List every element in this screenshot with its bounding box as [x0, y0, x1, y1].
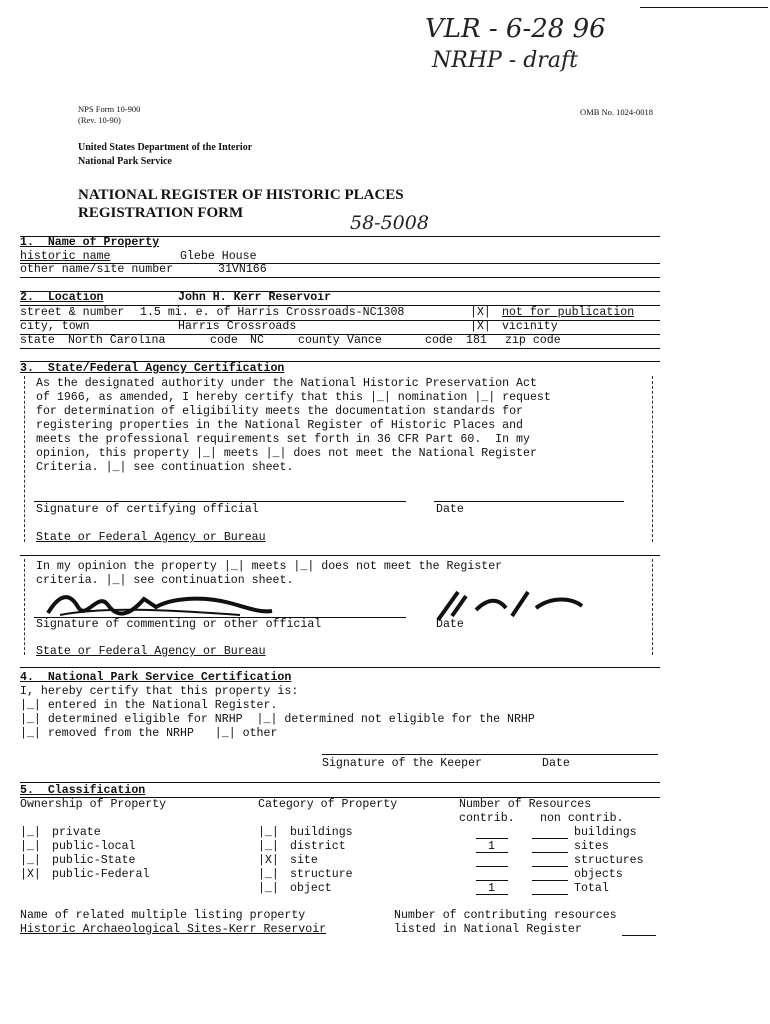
section5-top-rule	[20, 782, 660, 783]
count-contrib-line-2	[476, 852, 508, 853]
handwritten-form-number: 58-5008	[350, 212, 429, 234]
vicinity-checkbox[interactable]: |X|	[470, 320, 491, 333]
certifying-bureau-label: State or Federal Agency or Bureau	[36, 531, 266, 544]
keeper-signature-line	[322, 754, 658, 755]
ownership-public-federal-checkbox[interactable]: |X|	[20, 868, 41, 881]
historic-name-label: historic name	[20, 250, 111, 263]
certification-line-5: meets the professional requirements set forth in 36 CFR Part 60. In my	[36, 433, 530, 446]
certification-line-4: registering properties in the National Register of Historic Places and	[36, 419, 524, 432]
ownership-private-label: private	[52, 826, 101, 839]
count-contrib-total: 1	[488, 882, 495, 895]
county-label: county	[298, 334, 340, 347]
page-title: NATIONAL REGISTER OF HISTORIC PLACES	[78, 187, 404, 203]
category-header: Category of Property	[258, 798, 398, 811]
section5-heading: 5. Classification	[20, 784, 146, 797]
other-name-value: 31VN166	[218, 263, 267, 276]
state-code-value: NC	[250, 334, 264, 347]
count-label-sites: sites	[574, 840, 609, 853]
category-site-checkbox[interactable]: |X|	[258, 854, 279, 867]
section3-bottom-rule	[20, 667, 660, 668]
section4-heading: 4. National Park Service Certification	[20, 671, 292, 684]
certification-line-1: As the designated authority under the National Historic Preservation Act	[36, 377, 537, 390]
count-contrib-sites: 1	[488, 840, 495, 853]
zip-code-label: zip code	[505, 334, 561, 347]
certification-line-7: Criteria. |_| see continuation sheet.	[36, 461, 294, 474]
count-noncontrib-line-3	[532, 866, 568, 867]
certifying-date-label: Date	[436, 503, 464, 516]
form-revision: (Rev. 10-90)	[78, 115, 121, 125]
historic-name-value: Glebe House	[180, 250, 257, 263]
certifying-date-line	[434, 501, 624, 502]
count-contrib-line-3	[476, 866, 508, 867]
not-for-publication-label: not for publication	[502, 306, 635, 319]
nps-certification-line-4: |_| removed from the NRHP |_| other	[20, 727, 278, 740]
commenting-signature-label: Signature of commenting or other official	[36, 618, 322, 631]
state-label: state	[20, 334, 55, 347]
nps-certification-line-3: |_| determined eligible for NRHP |_| determined not eligible for the NRHP	[20, 713, 535, 726]
count-noncontrib-line-1	[532, 838, 568, 839]
opinion-line-1: In my opinion the property |_| meets |_| does not meet the Register	[36, 560, 503, 573]
ownership-public-local-label: public-local	[52, 840, 136, 853]
listed-in-register-label: listed in National Register	[394, 923, 582, 936]
count-contrib-line-4	[476, 880, 508, 881]
state-code-label: code	[210, 334, 238, 347]
category-object-checkbox[interactable]: |_|	[258, 882, 279, 895]
listed-count-line	[622, 935, 656, 936]
keeper-signature-label: Signature of the Keeper	[322, 757, 483, 770]
city-label: city, town	[20, 320, 90, 333]
noncontrib-header: non contrib.	[540, 812, 624, 825]
count-label-objects: objects	[574, 868, 623, 881]
city-value: Harris Crossroads	[178, 320, 297, 333]
count-noncontrib-line-2	[532, 852, 568, 853]
category-object-label: object	[290, 882, 332, 895]
top-right-rule	[640, 7, 768, 8]
other-name-label: other name/site number	[20, 263, 174, 276]
handwritten-nrhp-note: NRHP - draft	[432, 48, 578, 73]
commenting-date-label: Date	[436, 618, 464, 631]
count-noncontrib-line-5	[532, 894, 568, 895]
street-rule	[20, 320, 660, 321]
count-label-buildings: buildings	[574, 826, 637, 839]
omb-number: OMB No. 1024-0018	[580, 107, 653, 117]
opinion-right-border	[652, 559, 653, 655]
certifying-signature-label: Signature of certifying official	[36, 503, 259, 516]
category-structure-label: structure	[290, 868, 353, 881]
keeper-date-label: Date	[542, 757, 570, 770]
section3-middle-rule	[20, 555, 660, 556]
category-buildings-checkbox[interactable]: |_|	[258, 826, 279, 839]
opinion-line-2: criteria. |_| see continuation sheet.	[36, 574, 294, 587]
count-label-structures: structures	[574, 854, 644, 867]
opinion-left-border	[24, 559, 25, 655]
service-name: National Park Service	[78, 156, 172, 167]
section3-left-border	[24, 376, 25, 542]
handwritten-date-note: VLR - 6-28 96	[425, 14, 606, 44]
state-value: North Carolina	[68, 334, 166, 347]
state-rule	[20, 348, 660, 349]
ownership-private-checkbox[interactable]: |_|	[20, 826, 41, 839]
related-multiple-listing-value: Historic Archaeological Sites-Kerr Reservoir	[20, 923, 327, 936]
commenting-bureau-label: State or Federal Agency or Bureau	[36, 645, 266, 658]
nps-certification-line-1: I, hereby certify that this property is:	[20, 685, 299, 698]
ownership-header: Ownership of Property	[20, 798, 167, 811]
section1-heading: 1. Name of Property	[20, 236, 160, 249]
form-id: NPS Form 10-900	[78, 104, 141, 114]
category-structure-checkbox[interactable]: |_|	[258, 868, 279, 881]
category-district-checkbox[interactable]: |_|	[258, 840, 279, 853]
vicinity-label: vicinity	[502, 320, 558, 333]
county-code-value: 181	[466, 334, 487, 347]
street-value: 1.5 mi. e. of Harris Crossroads-NC1308	[140, 306, 405, 319]
section2-heading: 2. Location	[20, 291, 104, 304]
count-noncontrib-line-4	[532, 880, 568, 881]
count-contrib-line-1	[476, 838, 508, 839]
ownership-public-local-checkbox[interactable]: |_|	[20, 840, 41, 853]
other-name-rule	[20, 277, 660, 278]
contrib-header: contrib.	[459, 812, 515, 825]
location-value: John H. Kerr Reservoir	[178, 291, 332, 304]
department-name: United States Department of the Interior	[78, 142, 253, 153]
related-multiple-listing-label: Name of related multiple listing property	[20, 909, 306, 922]
nps-certification-line-2: |_| entered in the National Register.	[20, 699, 278, 712]
contributing-resources-label: Number of contributing resources	[394, 909, 617, 922]
not-for-publication-checkbox[interactable]: |X|	[470, 306, 491, 319]
ownership-public-state-checkbox[interactable]: |_|	[20, 854, 41, 867]
count-label-total: Total	[574, 882, 609, 895]
section2-top-rule	[20, 291, 660, 292]
category-site-label: site	[290, 854, 318, 867]
certification-line-3: for determination of eligibility meets the documentation standards for	[36, 405, 524, 418]
section3-right-border	[652, 376, 653, 542]
county-code-label: code	[425, 334, 453, 347]
certification-line-2: of 1966, as amended, I hereby certify that this |_| nomination |_| request	[36, 391, 551, 404]
ownership-public-federal-label: public-Federal	[52, 868, 150, 881]
county-value: Vance	[347, 334, 382, 347]
street-label: street & number	[20, 306, 125, 319]
certification-line-6: opinion, this property |_| meets |_| does not meet the National Register	[36, 447, 537, 460]
certifying-signature-line	[34, 501, 406, 502]
section3-heading: 3. State/Federal Agency Certification	[20, 362, 285, 375]
category-buildings-label: buildings	[290, 826, 353, 839]
ownership-public-state-label: public-State	[52, 854, 136, 867]
count-contrib-line-5	[476, 894, 508, 895]
page-subtitle: REGISTRATION FORM	[78, 205, 244, 221]
category-district-label: district	[290, 840, 346, 853]
resources-header: Number of Resources	[459, 798, 592, 811]
